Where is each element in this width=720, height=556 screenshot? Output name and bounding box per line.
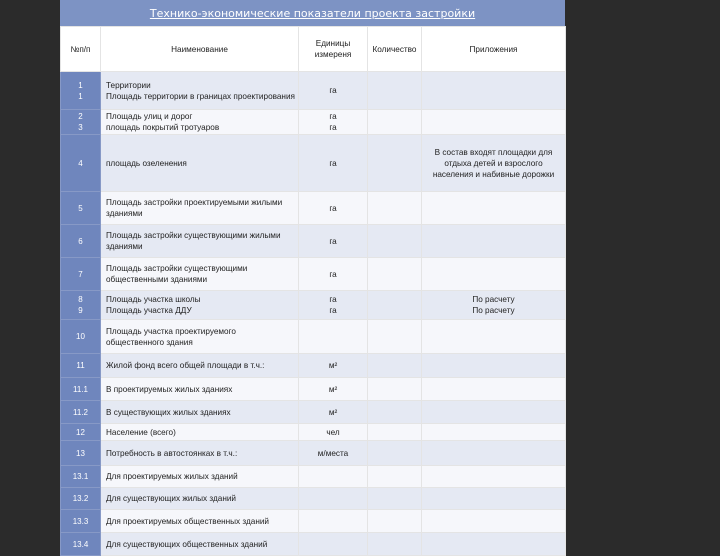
row-unit-cell: га <box>299 135 368 192</box>
row-num-cell: 7 <box>61 258 101 291</box>
row-app-cell <box>422 533 566 556</box>
row-name-cell: Для существующих общественных зданий <box>101 533 299 556</box>
table-row <box>61 424 566 441</box>
row-num-cell: 4 <box>61 135 101 192</box>
row-name-cell: Население (всего) <box>101 424 299 441</box>
row-unit-cell: га <box>299 72 368 110</box>
row-qty-cell <box>368 110 422 135</box>
header-qty: Количество <box>368 27 422 72</box>
table-row <box>61 135 566 192</box>
row-name-cell: площадь озеленения <box>101 135 299 192</box>
row-app-cell: В состав входят площадки для отдыха детей и взрослого населения и набивные дорожки <box>422 135 566 192</box>
row-app-cell <box>422 320 566 354</box>
table-row <box>61 466 566 488</box>
page-title: Технико-экономические показатели проекта застройки <box>60 0 565 26</box>
row-num-cell: 5 <box>61 192 101 225</box>
row-qty-cell <box>368 291 422 320</box>
table-row <box>61 110 566 135</box>
row-name-cell: Площадь участка школы Площадь участка ДДУ <box>101 291 299 320</box>
table-row <box>61 401 566 424</box>
row-app-cell <box>422 354 566 378</box>
row-name-cell: Площадь застройки существующими общественными зданиями <box>101 258 299 291</box>
slide-sheet <box>60 0 565 549</box>
table-row <box>61 72 566 110</box>
row-app-cell <box>422 192 566 225</box>
row-qty-cell <box>368 424 422 441</box>
row-name-cell: Потребность в автостоянках в т.ч.: <box>101 441 299 466</box>
row-app-cell <box>422 401 566 424</box>
row-num-cell: 6 <box>61 225 101 258</box>
header-unit: Единицы измереня <box>299 27 368 72</box>
row-unit-cell: га га <box>299 291 368 320</box>
row-qty-cell <box>368 510 422 533</box>
row-qty-cell <box>368 135 422 192</box>
row-unit-cell: га га <box>299 110 368 135</box>
row-qty-cell <box>368 225 422 258</box>
row-name-cell: Для проектируемых общественных зданий <box>101 510 299 533</box>
row-num-cell: 13.1 <box>61 466 101 488</box>
row-app-cell <box>422 72 566 110</box>
row-unit-cell: га <box>299 225 368 258</box>
table-row <box>61 510 566 533</box>
table-row <box>61 378 566 401</box>
row-unit-cell: га <box>299 192 368 225</box>
row-name-cell: Площадь застройки проектируемыми жилыми зданиями <box>101 192 299 225</box>
row-unit-cell: м/места <box>299 441 368 466</box>
row-app-cell <box>422 466 566 488</box>
row-num-cell: 11 <box>61 354 101 378</box>
row-app-cell <box>422 378 566 401</box>
row-qty-cell <box>368 192 422 225</box>
row-qty-cell <box>368 441 422 466</box>
row-name-cell: Территории Площадь территории в границах проектирования <box>101 72 299 110</box>
table-body <box>61 72 566 556</box>
row-name-cell: Площадь участка проектируемого общественного здания <box>101 320 299 354</box>
row-qty-cell <box>368 401 422 424</box>
table-row <box>61 354 566 378</box>
row-num-cell: 13 <box>61 441 101 466</box>
table-row <box>61 192 566 225</box>
row-qty-cell <box>368 320 422 354</box>
row-qty-cell <box>368 488 422 510</box>
row-app-cell <box>422 258 566 291</box>
row-unit-cell <box>299 533 368 556</box>
row-name-cell: Жилой фонд всего общей площади в т.ч.: <box>101 354 299 378</box>
table-header-row <box>61 27 566 72</box>
row-num-cell: 12 <box>61 424 101 441</box>
row-num-cell: 8 9 <box>61 291 101 320</box>
row-num-cell: 11.1 <box>61 378 101 401</box>
table-row <box>61 225 566 258</box>
row-unit-cell: м² <box>299 401 368 424</box>
row-name-cell: Площадь застройки существующими жилыми зданиями <box>101 225 299 258</box>
header-app: Приложения <box>422 27 566 72</box>
row-app-cell: По расчету По расчету <box>422 291 566 320</box>
row-name-cell: Для существующих жилых зданий <box>101 488 299 510</box>
row-num-cell: 13.3 <box>61 510 101 533</box>
row-qty-cell <box>368 466 422 488</box>
row-unit-cell <box>299 510 368 533</box>
row-app-cell <box>422 510 566 533</box>
indicators-table <box>60 26 566 556</box>
row-qty-cell <box>368 72 422 110</box>
header-name: Наименование <box>101 27 299 72</box>
table-row <box>61 258 566 291</box>
row-num-cell: 10 <box>61 320 101 354</box>
row-qty-cell <box>368 533 422 556</box>
row-app-cell <box>422 424 566 441</box>
row-name-cell: Площадь улиц и дорог площадь покрытий тротуаров <box>101 110 299 135</box>
row-unit-cell: га <box>299 258 368 291</box>
row-unit-cell <box>299 320 368 354</box>
row-qty-cell <box>368 378 422 401</box>
row-name-cell: В проектируемых жилых зданиях <box>101 378 299 401</box>
row-num-cell: 11.2 <box>61 401 101 424</box>
row-app-cell <box>422 488 566 510</box>
row-num-cell: 1 1 <box>61 72 101 110</box>
row-num-cell: 13.4 <box>61 533 101 556</box>
row-app-cell <box>422 441 566 466</box>
row-unit-cell: м² <box>299 378 368 401</box>
row-unit-cell <box>299 466 368 488</box>
table-row <box>61 533 566 556</box>
table-row <box>61 441 566 466</box>
table-row <box>61 320 566 354</box>
row-name-cell: Для проектируемых жилых зданий <box>101 466 299 488</box>
row-qty-cell <box>368 258 422 291</box>
row-num-cell: 13.2 <box>61 488 101 510</box>
row-unit-cell: чел <box>299 424 368 441</box>
table-row <box>61 291 566 320</box>
header-num: №п/п <box>61 27 101 72</box>
row-app-cell <box>422 110 566 135</box>
row-qty-cell <box>368 354 422 378</box>
row-app-cell <box>422 225 566 258</box>
row-unit-cell <box>299 488 368 510</box>
row-name-cell: В существующих жилых зданиях <box>101 401 299 424</box>
row-unit-cell: м² <box>299 354 368 378</box>
table-row <box>61 488 566 510</box>
row-num-cell: 2 3 <box>61 110 101 135</box>
